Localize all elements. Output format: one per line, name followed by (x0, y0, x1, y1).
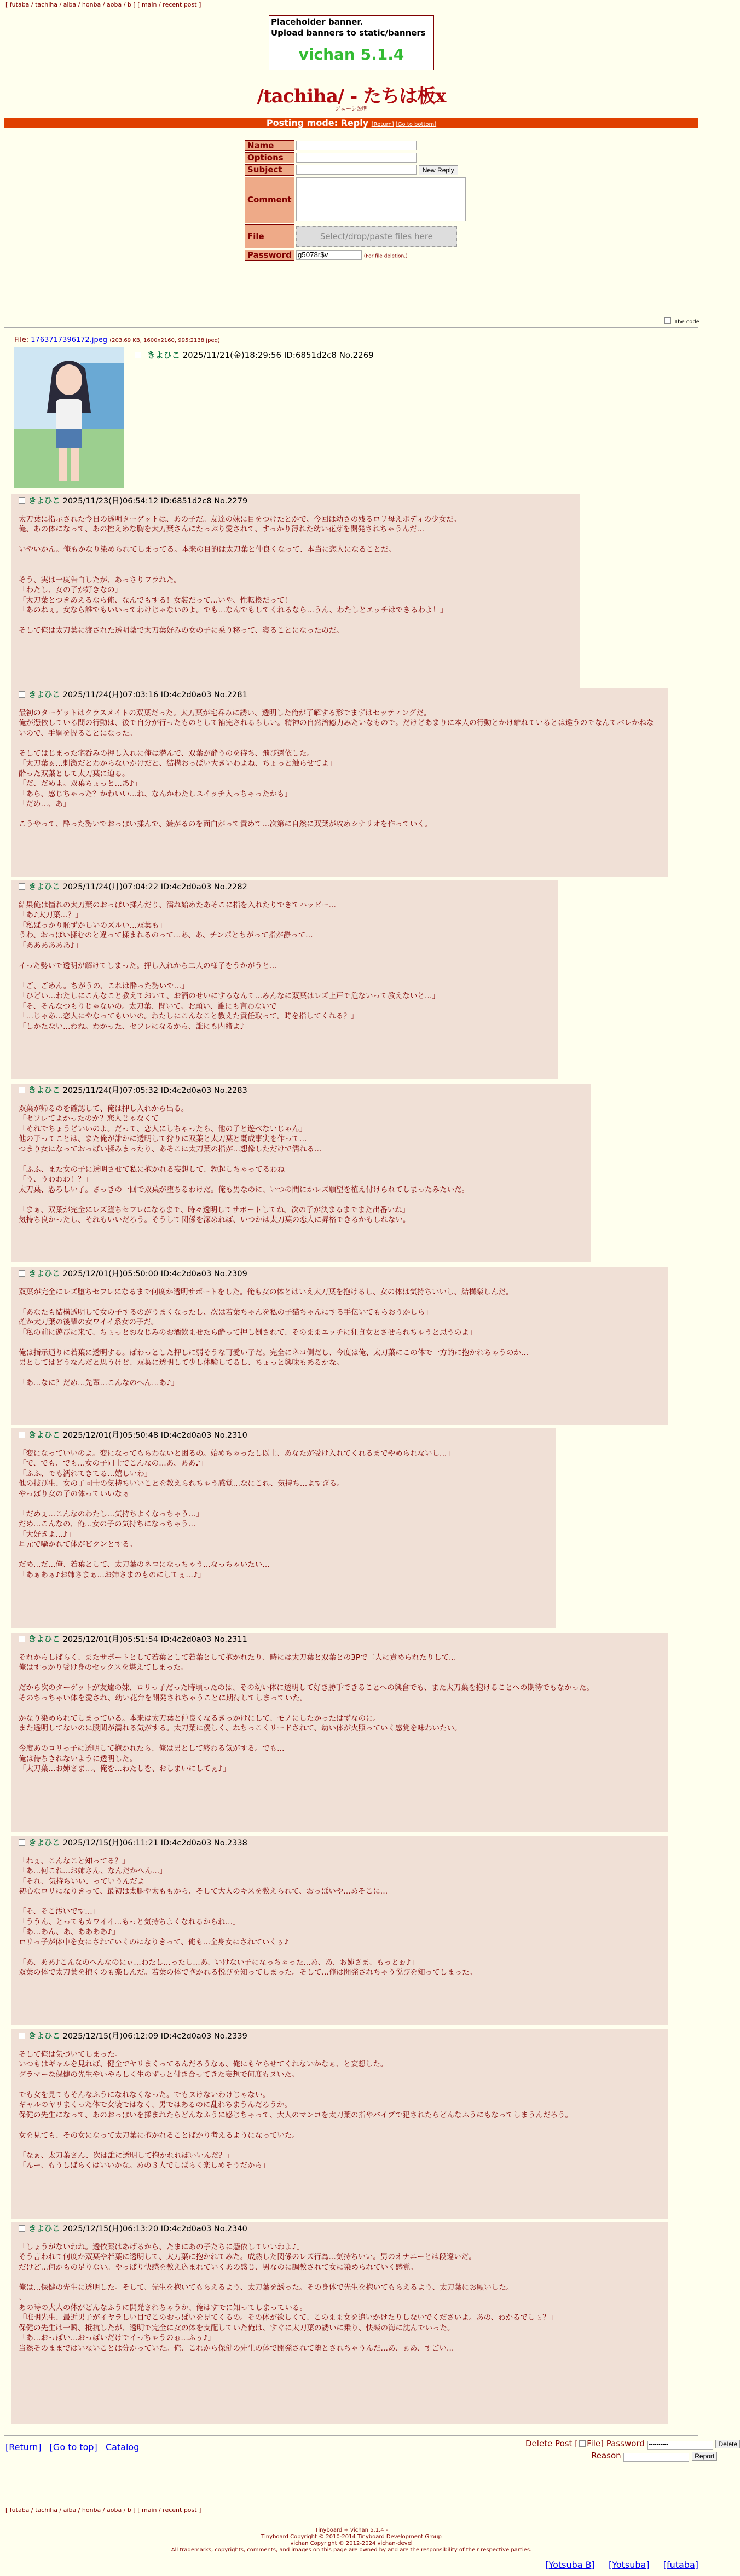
reply-line: 「あ…何これ…お姉さん、なんだかへん…」 (19, 1867, 167, 1875)
style-links (534, 2560, 698, 2570)
posting-mode-label: Posting mode: Reply (266, 118, 369, 128)
reply-line: 「あぁあぁ♪お姉さまぁ…お姉さまのものにしてぇ…♪」 (19, 1570, 205, 1579)
reply-line: 「う、うわわわ！？」 (19, 1175, 92, 1184)
reply-line: 「んー、もうしばらくはいいかな。あの３人でしばらく楽しめそうだから」 (19, 2161, 270, 2170)
op-header (135, 349, 374, 361)
comment-label: Comment (245, 177, 294, 223)
reply-line: 「だめ…、あ」 (19, 800, 71, 808)
reply-line: そしてはじまった宅呑みの押し入れに俺は潜んで、双葉が酔うのを待ち、飛び憑依した。 (19, 749, 314, 758)
op-file-meta: (203.69 KB, 1600x2160, 995:2138 jpeg) (109, 338, 220, 344)
reply-line: 「そ、そこ汚いです…」 (19, 1907, 100, 1916)
delete-file-label: File] (587, 2439, 604, 2448)
reply-line: 「あ、ああ♪こんなのへんなのにぃ…わたし…ったし…あ、いけない子になっちゃった…あ、あ、お姉さま、もっとぉ♪」 (19, 1958, 419, 1967)
reply-line (19, 555, 574, 565)
reply-line: 「あ…おっぱい…おっぱいだけでイっちゃうのぉ…ふぅ♪」 (19, 2334, 215, 2342)
reply-line (19, 1154, 585, 1165)
reply-header (19, 690, 661, 701)
op-poster-name: きよひこ (147, 350, 180, 360)
reply-line: そう、実は一度告白したが、あっさりフラれた。 (19, 575, 181, 584)
board-link-tachiha[interactable]: tachiha (35, 1, 57, 8)
reply-line: 耳元で囁かれて体がビクンとする。 (19, 1540, 137, 1549)
reply-post-meta[interactable]: 2025/12/01(月)05:50:00 ID:4c2d0a03 No.2309 (62, 1270, 247, 1278)
reason-label: Reason (591, 2451, 621, 2461)
reply-line: 「あのねぇ。女なら誰でもいいってわけじゃないのよ。でも…なんでもしてくれるなら…うん、わたしとエッチはできるわよ！」 (19, 606, 448, 615)
name-field[interactable] (296, 141, 417, 150)
reply-line: 「そ、そんなつもりじゃないの。太刀葉、聞いて。お願い、誰にも言わないで」 (19, 1002, 284, 1011)
password-label: Password (245, 250, 294, 261)
reply-poster-name: きよひこ (28, 2032, 60, 2041)
reply-poster-name: きよひこ (28, 497, 60, 506)
footer-line1: Tinyboard + vichan 5.1.4 - (315, 2527, 388, 2533)
reply-line: 俺は指示通りに若葉に透明する。ぱわっとした押しに弱そうな可愛い子だ。完全にネコ側だし、今度は俺、太刀葉にこの体で一方的に抱かれちゃうのか… (19, 1348, 529, 1357)
subject-label: Subject (245, 164, 294, 176)
reply-line (19, 1338, 661, 1348)
reply-line: 「だめぇ…こんなのわたし…気持ちよくなっちゃう…」 (19, 1509, 204, 1519)
reply-line (19, 616, 574, 626)
reply-line: 「しかたない…わね。わかった、セフレになるから、誰にも内緒よ♪」 (19, 1022, 252, 1031)
reply-post-meta[interactable]: 2025/12/15(月)06:13:20 ID:4c2d0a03 No.2340 (62, 2225, 247, 2233)
the-code-label: The code (674, 319, 699, 325)
reply-post (11, 1633, 668, 1832)
reply-line: 保健の先生になって、あのおっぱいを揉まれたらどんなふうに感じちゃって、大人のマンコを太刀葉の指やバイブで犯されたらどんなふうにもなってしまうんだろう。 (19, 2110, 573, 2120)
reply-line: 「大好きよ…♪」 (19, 1530, 76, 1539)
reason-field[interactable] (623, 2453, 689, 2462)
reply-line: あの時の大人の体がどんなふうに開発されちゃうか、俺はすでに知ってしまっている。 (19, 2303, 307, 2312)
reply-header (19, 2031, 661, 2042)
reply-line: そのちっちゃい体を愛され、幼い花弁を開発されちゃうことに期待してしまっていた。 (19, 1693, 308, 1703)
reply-line (19, 1897, 661, 1907)
reply-select-checkbox[interactable] (19, 1636, 25, 1642)
reply-line: かなり染められてしまっている。本来は太刀葉と仲良くなるきっかけにして、モノにしたかったはずなのに。 (19, 1714, 381, 1723)
posting-mode-bar (4, 118, 698, 128)
reply-line: 他の技び生、女の子同士の気持ちいいことを教えられちゃう感覚…なにこれ、気持ち…よすぎる。 (19, 1479, 344, 1488)
reply-line: 「だ、だめよ。双葉ちょっと…あ♪」 (19, 779, 142, 788)
reply-line: 結果俺は憧れの太刀葉のおっぱい揉んだり、濡れ始めたあそこに指を入れたりできてハッピー… (19, 900, 336, 910)
reply-line: 「…じゃあ…恋人にやなってもいいの。わたしにこんなこと教えた責任取って。時を指してくれる？」 (19, 1012, 359, 1021)
board-nav: [ futaba / tachiha / aiba / honba / aoba / b ] [ main / recent post ] (5, 1, 201, 8)
reply-header (19, 496, 574, 507)
reply-post (11, 1084, 591, 1262)
reply-line: 「それ、気持ちいい、っていうんだよ」 (19, 1877, 152, 1886)
reply-line: 「ふふ、また女の子に透明させて私に抱かれる妄想して、勃起しちゃってるわね」 (19, 1165, 292, 1174)
reply-line (19, 1195, 585, 1205)
reply-header (19, 1838, 661, 1849)
reply-line: 「太刀葉ぁ…刺激だとわからないかけだと、結構おっぱい大きいわよね、ちょっと触らせてよ」 (19, 759, 337, 768)
reply-line: 俺はすっかり受け身のセックスを堪えてしまった。 (19, 1663, 188, 1672)
reply-line (19, 1703, 661, 1714)
reply-line: でも女を見てもそんなふうになれなくなった。でもヌけないわけじゃない。 (19, 2090, 270, 2099)
reply-line: 「セフレてよかったのか？恋人じゃなくて」 (19, 1114, 166, 1123)
reply-line (19, 1734, 661, 1744)
reply-line: いつもはギャルを見れば、健全でヤリまくってるんだろうなぁ、俺にもヤらせてくれないかなぁ、と妄想した。 (19, 2060, 388, 2069)
op-select-checkbox[interactable] (135, 352, 141, 358)
report-button[interactable]: Report (692, 2452, 717, 2461)
reply-body (19, 708, 661, 830)
bottom-return-link[interactable]: [Return] (5, 2442, 42, 2452)
reply-body (19, 1653, 661, 1774)
reply-line: 他の子ってことは、また俺が誰かに透明して狩りに双葉と太刀葉と既成事実を作って… (19, 1134, 307, 1143)
reply-line: 確か太刀葉の後輩の女ワイイ系女の子だ。 (19, 1318, 159, 1327)
reply-line: 俺、あの体になって、あの控えめな胸を太刀葉さんにたっぷり愛されて、すっかり薄れた幼い花芽を開発されちゃうんだ… (19, 525, 425, 534)
reply-line: 保健の先生は一瞬、抵抗したが、透明で完全に女の体を支配していた俺は、すぐに太刀葉の誘いに乗り、快楽の海に沈んでいった。 (19, 2323, 455, 2332)
reply-post (11, 2222, 668, 2424)
delete-post-label: Delete Post [ (525, 2439, 579, 2448)
reply-line: やっぱり女の子の体っていいなぁ (19, 1489, 130, 1498)
reply-poster-name: きよひこ (28, 691, 60, 699)
banner-line2: Upload banners to static/banners (271, 28, 426, 38)
go-to-top-link[interactable]: [Go to top] (49, 2442, 97, 2452)
catalog-link[interactable]: Catalog (105, 2442, 140, 2452)
reply-header (19, 1635, 661, 1645)
reply-line: だけど…何かもの足りない。やっぱり快感を教え込まれていくあの感じ、男なのに調教されて女に染められていく感覚。 (19, 2262, 418, 2272)
reply-header (19, 1086, 585, 1096)
reply-line (19, 971, 552, 981)
style-link-futaba[interactable]: [futaba] (663, 2560, 698, 2570)
reply-line (19, 1368, 661, 1379)
reply-line: 最初のターゲットはクラスメイトの双葉だった。太刀葉が宅呑みに誘い、透明した俺が了解する形でまずはセッティングだ。 (19, 708, 431, 717)
reply-line: 「ああああああ♪」 (19, 941, 83, 950)
reply-post (11, 1836, 668, 2025)
reply-line: 「あ♪太刀葉…？」 (19, 911, 83, 919)
go-to-bottom-link[interactable]: [Go to bottom] (395, 121, 437, 128)
reply-line (19, 1947, 661, 1958)
reply-body (19, 514, 574, 636)
divider (4, 327, 698, 328)
reply-line: 「ご、ごめん。ちがうの、これは酔った勢いで…」 (19, 981, 189, 991)
reply-line: また透明してないのに股間が濡れる気がする。太刀葉に優しく、ねちっこくリードされて、幼い体が火照っていく感覚を味わいたい。 (19, 1724, 462, 1733)
reply-line: 「それでちょうどいいのよ。だって、恋人にしちゃったら、他の子と遊べないじゃん」 (19, 1124, 307, 1133)
name-label: Name (245, 140, 294, 151)
op-file-link[interactable]: 1763717396172.jpeg (31, 336, 108, 344)
reply-line: 「しょうがないわね。透依薬はあげるから、たまにあの子たちに憑依していいわよ♪」 (19, 2242, 304, 2251)
reply-line (19, 2120, 661, 2131)
reply-post (11, 1428, 556, 1628)
reply-line (19, 2272, 661, 2283)
reply-line: ―― (19, 565, 33, 574)
reply-line: 「あなたも結構透明して女の子するのがうまくなったし、次は若葉ちゃんを私の子猫ちゃんにする手伝いてもらおうかしら」 (19, 1307, 432, 1317)
options-label: Options (245, 152, 294, 163)
reply-line: 「ひどい…わたしにこんなこと教えておいて、お酒のせいにするなんて…みんなに双葉はレズ上戸で危ないって教えないと…」 (19, 992, 440, 1000)
reply-select-checkbox[interactable] (19, 2225, 25, 2232)
reply-line: そう言われて何度か双葉や若葉に透明して、太刀葉に抱かれてみた。成熟した関係のレズ行為…気持ちいい。男のオナニーとは段違いだ。 (19, 2253, 476, 2261)
the-code-toggle[interactable] (664, 317, 699, 325)
password-note: (For file deletion.) (363, 253, 408, 259)
footer-line4: All trademarks, copyrights, comments, and images on this page are owned by and are the responsibility of their respective parties. (171, 2547, 532, 2553)
board-link-tachiha[interactable]: tachiha (35, 2506, 57, 2514)
reply-line: 「私の前に遊びに来て、ちょっとおなじみのお酒飲ませたら酔って押し倒されて、そのままエッチに狂貞女とさせられちゃうと思うのよ」 (19, 1328, 477, 1337)
reply-line: 「なぁ、太刀葉さん、次は誰に透明して抱かれればいいんだ？」 (19, 2151, 234, 2160)
reply-header (19, 1269, 661, 1280)
reply-poster-name: きよひこ (28, 1839, 60, 1848)
reply-line: うわ、おっぱい揉むのと違って揉まれるのって…あ、あ、チンポとちがって指が静って… (19, 931, 313, 940)
options-field[interactable] (296, 153, 417, 163)
page-title: /tachiha/ - たちは板x (257, 85, 446, 107)
reply-post-meta[interactable]: 2025/12/01(月)05:50:48 ID:4c2d0a03 No.2310 (62, 1431, 247, 1440)
reply-line (19, 1297, 661, 1307)
reply-post (11, 688, 668, 877)
reply-line: 「ううん、とってもカワイイ…もっと気持ちよくなれるからね…」 (19, 1917, 240, 1926)
reply-header (19, 1431, 549, 1441)
reply-post-meta[interactable]: 2025/11/23(日)06:54:12 ID:6851d2c8 No.2279 (62, 497, 248, 506)
delete-button[interactable]: Delete (715, 2440, 740, 2448)
reply-line: 「あ…なに？だめ…先輩…こんなのへん…あ♪」 (19, 1379, 179, 1387)
reply-line: 俺は待ちきれないように透明した。 (19, 1754, 137, 1763)
reply-body (19, 1287, 661, 1388)
reply-poster-name: きよひこ (28, 1270, 60, 1278)
main-link[interactable]: main (141, 1, 157, 8)
board-link-aoba[interactable]: aoba (107, 2506, 122, 2514)
board-link-futaba[interactable]: futaba (9, 2506, 30, 2514)
reply-line (19, 1673, 661, 1683)
reply-body (19, 1856, 661, 1978)
reply-select-checkbox[interactable] (19, 1432, 25, 1438)
reply-line: 女を見ても、その女になって太刀葉に抱かれることばかり考えるようになっていた。 (19, 2131, 299, 2140)
board-link-b[interactable]: b (127, 2506, 131, 2514)
reply-line (19, 1550, 549, 1560)
delete-password-label: Password (606, 2439, 645, 2448)
reply-line: ロリっ子が体中を女にされていくのになりきって、俺も…全身女にされていくぅ♪ (19, 1937, 289, 1947)
reply-line: 「変になっていいのよ。変になってもらわないと困るの。始めちゃったし以上、あなたが受け入れてくれるまでやめられないし…」 (19, 1449, 454, 1458)
reply-poster-name: きよひこ (28, 1431, 60, 1440)
banner-version: vichan 5.1.4 (298, 45, 404, 63)
board-link-futaba[interactable]: futaba (9, 1, 30, 8)
main-link[interactable]: main (141, 2506, 157, 2514)
reply-line (19, 738, 661, 749)
banner[interactable] (269, 15, 434, 70)
op-post-meta[interactable]: 2025/11/21(金)18:29:56 ID:6851d2c8 No.2269 (182, 350, 374, 360)
reply-line (19, 535, 574, 545)
delete-form (525, 2439, 738, 2463)
reply-post (11, 880, 558, 1079)
reply-line: つまり女になっておっぱい揉みまったり、あそこに太刀葉の指が…想像しただけで濡れる… (19, 1144, 322, 1154)
file-label: File (245, 224, 294, 248)
board-link-honba[interactable]: honba (82, 1, 101, 8)
reply-line: 「唯明先生、最近男子がイヤラしい目でこのおっぱいを見てくるの。その体が欲しくて、このまま女を追いかけたりしないでくださいよ。あの、わかるでしょ？」 (19, 2313, 558, 2322)
reply-line: 「私ばっかり恥ずかしいのズルい…双葉も」 (19, 921, 166, 930)
reply-poster-name: きよひこ (28, 1635, 60, 1644)
file-dropzone[interactable]: Select/drop/paste files here (296, 226, 457, 247)
reply-line: 、 (19, 2293, 26, 2302)
the-code-checkbox[interactable] (664, 317, 671, 324)
reply-body (19, 2050, 661, 2171)
reply-select-checkbox[interactable] (19, 691, 25, 698)
board-subtitle: ジューシ説明 (335, 106, 368, 112)
return-link[interactable]: [Return] (371, 121, 394, 128)
reply-line: 「太刀葉…お姉さま…、俺を…わたしを、おしまいにしてぇ♪」 (19, 1764, 230, 1773)
reply-line (19, 951, 552, 961)
style-link-yotsuba[interactable]: [Yotsuba] (608, 2560, 650, 2570)
reply-header (19, 2224, 661, 2235)
reply-line: 「太刀葉とつきあえるなら俺、なんでもする！女装だって…いや、性転換だって！」 (19, 595, 299, 605)
reply-line: 双葉が帰るのを確認して、俺は押し入れから出る。 (19, 1104, 189, 1113)
new-reply-button[interactable]: New Reply (419, 165, 458, 175)
reply-line (19, 1499, 549, 1509)
reply-select-checkbox[interactable] (19, 883, 25, 890)
divider (4, 2435, 698, 2436)
reply-line: ギャルのヤリまくった体で女装ではなく、男ではあるのに乱れちまうんだろうか。 (19, 2100, 292, 2109)
reply-post-meta[interactable]: 2025/11/24(月)07:04:22 ID:4c2d0a03 No.2282 (62, 883, 247, 892)
footer-line3: vichan Copyright © 2012-2024 vichan-devel (290, 2540, 413, 2546)
reply-line: 俺は…保健の先生に透明した。そして、先生を抱いてもらえるよう、太刀葉を誘った。その身体で先生を抱いてもらえるよう、太刀葉にお願いした。 (19, 2283, 514, 2292)
reply-line: 初心なロリになりきって、最初は太腿や太ももから、そして大人のキスを教えられて、おっぱいや…あそこに… (19, 1887, 388, 1896)
reply-select-checkbox[interactable] (19, 2033, 25, 2039)
reply-line: 酔った双葉として太刀葉に迫る。 (19, 769, 130, 778)
reply-line: 「まぁ、双葉が完全にレズ堕ちセフレになるまで、時々透明してサポートしてね。次の子が決まるまでまた出番いね」 (19, 1205, 410, 1214)
file-label: File: (14, 336, 29, 344)
board-link-b[interactable]: b (127, 1, 131, 8)
board-link-honba[interactable]: honba (82, 2506, 101, 2514)
reply-line: だめ…だ…俺、若葉として、太刀葉のネコになっちゃう…なっちゃいたい… (19, 1560, 270, 1569)
banner-line1: Placeholder banner. (271, 17, 363, 27)
post-form (244, 139, 467, 262)
reply-line: 今度あのロリっ子に透明して抱かれたら、俺は男として終わる気がする。でも… (19, 1744, 285, 1753)
reply-line: イった勢いで透明が解けてしまった。押し入れから二人の様子をうかがうと… (19, 961, 277, 970)
reply-line: 「わたし、女の子が好きなの」 (19, 586, 122, 594)
reply-select-checkbox[interactable] (19, 1839, 25, 1846)
reply-line: だから次のターゲットが友達の妹、ロリっ子だった時頃ったのは、その幼い体に透明して好き勝手できることへの興奮でも、また太刀葉を抱けることへの期待でもなかった。 (19, 1683, 594, 1692)
reply-line: 「ねぇ、こんなこと知ってる？」 (19, 1856, 130, 1866)
reply-line: そして俺は気づいてしまった。 (19, 2050, 122, 2059)
op-thumbnail[interactable] (14, 347, 124, 488)
reply-line: 「で、でも、でも…女の子同士でこんなの…あ、ああ♪」 (19, 1459, 208, 1468)
board-link-aiba[interactable]: aiba (63, 2506, 77, 2514)
reply-line: 「あら、感じちゃった？かわいい…ね、なんかわたしスイッチ入っちゃったかも」 (19, 789, 292, 798)
reply-poster-name: きよひこ (28, 1086, 60, 1095)
subject-field[interactable] (296, 165, 417, 175)
reply-line (19, 2080, 661, 2090)
reply-line: 太刀葉、恐ろしい子。さっきの一回で双葉が堕ちるわけだ。俺も男なのに、いつの間にかレズ願望を植え付けられてしまったみたいだ。 (19, 1185, 470, 1194)
footer-line2: Tinyboard Copyright © 2010-2014 Tinyboard Development Group (261, 2534, 442, 2540)
op-file-info (14, 336, 693, 344)
footer (0, 2527, 703, 2554)
reply-select-checkbox[interactable] (19, 1270, 25, 1277)
reply-body (19, 1449, 549, 1581)
delete-password-field[interactable] (648, 2441, 713, 2450)
comment-field[interactable] (296, 177, 466, 221)
reply-line: グラマーな保健の先生やいやらしく生のずっと付き合ってきた妄想で何度もヌいた。 (19, 2070, 299, 2079)
reply-poster-name: きよひこ (28, 2225, 60, 2233)
reply-line: だめ…こんなの、俺…女の子の気持ちになっちゃう… (19, 1520, 196, 1529)
reply-post-meta[interactable]: 2025/12/15(月)06:11:21 ID:4c2d0a03 No.2338 (62, 1839, 247, 1848)
reply-post-meta[interactable]: 2025/12/15(月)06:12:09 ID:4c2d0a03 No.2339 (62, 2032, 247, 2041)
reply-body (19, 900, 552, 1032)
delete-file-only-checkbox[interactable] (579, 2440, 586, 2447)
reply-line: 「あ…あん、あ、ああああ♪」 (19, 1927, 120, 1936)
reply-line: 双葉の体で太刀葉を抱くのも楽しんだ。若葉の体で抱かれる悦びを知ってしまった。そして…俺は開発されちゃう悦びを知ってしまった。 (19, 1968, 477, 1977)
reply-line: 当然そのままではいないことは分かっていた。俺、これから保健の先生の体で開発されて堕とされちゃうんだ…あ、ぁあ、すごい… (19, 2343, 454, 2353)
reply-line: 双葉が完全にレズ堕ちセフレになるまで何度か透明サポートをした。俺も女の体とはいえ太刀葉を抱けるし、女の体は気持ちいいし、結構楽しんだ。 (19, 1287, 513, 1296)
reply-header (19, 882, 552, 893)
board-nav-bottom: [ futaba / tachiha / aiba / honba / aoba / b ] [ main / recent post ] (5, 2506, 201, 2514)
reply-line: 気持ち良かったし、それもいいだろう。そうして関係を深めれば、いつかは太刀葉の恋人に昇格できるかもしれない。 (19, 1215, 411, 1224)
reply-body (19, 2242, 661, 2354)
reply-post (11, 1267, 668, 1425)
reply-post (11, 2029, 668, 2219)
bottom-nav (5, 2442, 144, 2452)
reply-select-checkbox[interactable] (19, 1087, 25, 1093)
reply-line (19, 809, 661, 820)
reply-post-meta[interactable]: 2025/12/01(月)05:51:54 ID:4c2d0a03 No.2311 (62, 1635, 247, 1644)
reply-line: それからしばらく、またサポートとして若葉として若葉として抱かれたり、時には太刀葉と双葉との3Pで二人に責められたりして… (19, 1653, 456, 1662)
op-post (14, 336, 693, 360)
reply-line: いやいかん。俺もかなり染められてしまってる。本来の目的は太刀葉と仲良くなって、本当に恋人になることだ。 (19, 545, 396, 554)
reply-post-meta[interactable]: 2025/11/24(月)07:05:32 ID:4c2d0a03 No.2283 (62, 1086, 247, 1095)
reply-line: こうやって、酔った勢いでおっぱい揉んで、嫌がるのを面白がって責めて…次第に自然に双葉が攻めシナリオを作っていく。 (19, 820, 432, 829)
recent-post-link[interactable]: recent post (163, 1, 197, 8)
board-link-aiba[interactable]: aiba (63, 1, 77, 8)
reply-body (19, 1104, 585, 1225)
reply-poster-name: きよひこ (28, 883, 60, 892)
reply-line (19, 2140, 661, 2151)
style-link-yotsuba-b[interactable]: [Yotsuba B] (545, 2560, 595, 2570)
reply-line: 太刀葉に指示された今日の透明ターゲットは、あの子だ。友達の妹に目をつけたとかで、今回は幼さの残るロリ母えボディの少女だ。 (19, 514, 461, 524)
reply-post-meta[interactable]: 2025/11/24(月)07:03:16 ID:4c2d0a03 No.2281 (62, 691, 247, 699)
board-link-aoba[interactable]: aoba (107, 1, 122, 8)
password-field[interactable] (296, 250, 362, 260)
reply-select-checkbox[interactable] (19, 497, 25, 504)
reply-line: 男としてはどうなんだと思うけど、双葉に透明して少し体験してるし、ちょっと興味もあるかな。 (19, 1358, 344, 1367)
recent-post-link[interactable]: recent post (163, 2506, 197, 2514)
reply-line: そして俺は太刀葉に渡された透明薬で太刀葉好みの女の子に乗り移って、寝ることになったのだ。 (19, 626, 344, 635)
reply-line: 「ふふ、でも濡れてきてる…嬉しいわ」 (19, 1469, 152, 1478)
reply-line: 俺が憑依している間の行動は、後で自分が行ったものとして補完されるらしい。精神の自然治癒力みたいなもので。だけどあまりに本人の行動とかけ離れているとは違うのでなんてバレかねないので、手綱を握ることになった。 (19, 719, 654, 738)
